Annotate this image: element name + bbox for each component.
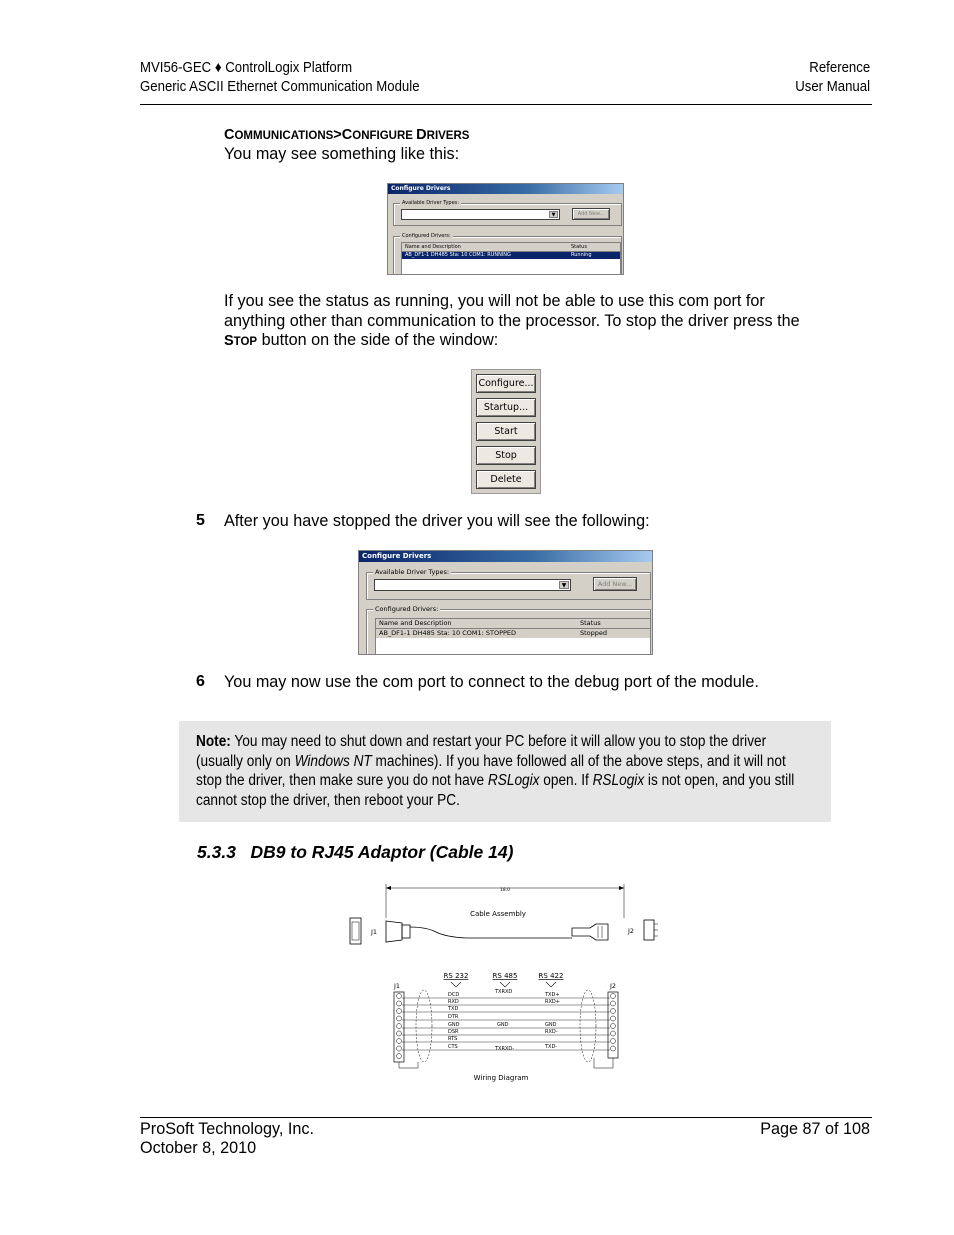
col-status-header: Status [571, 244, 587, 250]
header-product: MVI56-GEC ♦ ControlLogix Platform [140, 59, 353, 76]
db9-pin [397, 1009, 402, 1014]
col-status-header: Status [580, 619, 601, 627]
step-5-text: After you have stopped the driver you will see the following: [224, 512, 650, 530]
configure-drivers-dialog-stopped [358, 550, 653, 655]
wiring-diagram-label: Wiring Diagram [473, 1074, 529, 1082]
db9-pin [397, 1001, 402, 1006]
rj45-pin [611, 994, 616, 999]
db9-pin [397, 1024, 402, 1029]
col-name-header: Name and Description [405, 244, 461, 250]
signal-label: RXD [448, 999, 459, 1005]
chevron-down-icon[interactable]: ▼ [549, 211, 558, 218]
txrxd-plus-label: TXRXD [495, 989, 513, 995]
wiring-diagram [388, 968, 628, 1084]
step-5-number: 5 [196, 512, 205, 529]
section-number: 5.3.3 [197, 842, 236, 862]
rs485-label: RS 485 [492, 972, 518, 980]
add-new-button[interactable]: Add New... [593, 577, 637, 591]
stop-button[interactable]: Stop [476, 446, 536, 465]
db9-pin [397, 1046, 402, 1051]
signal-label: DTR [448, 1014, 459, 1020]
configured-label: Configured Drivers: [402, 233, 451, 239]
step-6-number: 6 [196, 673, 205, 690]
driver-type-combo[interactable] [374, 579, 571, 591]
header-rule [140, 104, 872, 105]
rs232-label: RS 232 [443, 972, 469, 980]
txd-minus-label: TXD- [545, 1044, 558, 1050]
dialog-title: Configure Drivers [388, 184, 623, 194]
step-6-text: You may now use the com port to connect to the debug port of the module. [224, 673, 759, 691]
available-driver-types-group [393, 200, 622, 226]
driver-status: Running [571, 252, 592, 258]
signal-label: DCD [448, 992, 460, 998]
header-module-name: Generic ASCII Ethernet Communication Module [140, 78, 420, 95]
db9-pin [397, 1031, 402, 1036]
startup-button[interactable]: Startup... [476, 398, 536, 417]
footer-date: October 8, 2010 [140, 1139, 257, 1157]
menu-path: COMMUNICATIONS>CONFIGURE DRIVERS [224, 127, 470, 143]
header-doc-type: Reference [809, 59, 870, 76]
configure-drivers-dialog-running [387, 183, 624, 275]
driver-name: AB_DF1-1 DH485 Sta: 10 COM1: STOPPED [379, 629, 517, 637]
available-label: Available Driver Types: [402, 200, 459, 206]
configure-button[interactable]: Configure... [476, 374, 536, 393]
driver-button-panel [471, 369, 541, 494]
driver-type-combo[interactable] [401, 209, 560, 220]
delete-button[interactable]: Delete [476, 470, 536, 489]
signal-label: CTS [448, 1044, 458, 1050]
start-button[interactable]: Start [476, 422, 536, 441]
wiring-j1-label: J1 [394, 982, 401, 990]
wiring-j2-label: J2 [610, 982, 617, 990]
cable-assembly-diagram [346, 880, 664, 952]
footer-rule [140, 1117, 872, 1118]
db9-pin [397, 994, 402, 999]
rj45-pin [611, 1024, 616, 1029]
rxd-minus-label: RXD- [545, 1029, 558, 1035]
cable-assembly-label: Cable Assembly [470, 910, 526, 918]
note-box [179, 721, 831, 822]
table-row[interactable] [402, 252, 620, 259]
configured-drivers-group [366, 605, 651, 655]
available-driver-types-group [366, 568, 651, 600]
configured-drivers-group [393, 233, 622, 275]
signal-label: RTS [448, 1036, 458, 1042]
db9-pin [397, 1016, 402, 1021]
driver-name: AB_DF1-1 DH485 Sta: 10 COM1: RUNNING [405, 252, 511, 258]
note-text: Note: You may need to shut down and restart your PC before it will allow you to stop the driver (usually only on Windows NT machines). If you have followed all of the above steps, and it will not stop the driver, then make sure you do not have RSLogix open. If RSLogix is not open, and you still cannot stop the driver, then reboot your PC. [196, 733, 795, 809]
running-paragraph: If you see the status as running, you will not be able to use this com port for anything other than communication to the processor. To stop the driver press the STOP button on the side of the window: [224, 292, 800, 349]
rj45-pin [611, 1001, 616, 1006]
db9-pin [397, 1054, 402, 1059]
dialog-title: Configure Drivers [359, 551, 652, 562]
configured-drivers-list[interactable] [401, 242, 621, 275]
header-manual: User Manual [795, 78, 870, 95]
available-label: Available Driver Types: [375, 568, 450, 576]
j1-label: J1 [371, 928, 378, 936]
section-title: DB9 to RJ45 Adaptor (Cable 14) [250, 842, 514, 862]
list-header [402, 243, 620, 252]
rs422-label: RS 422 [538, 972, 564, 980]
footer-company: ProSoft Technology, Inc. [140, 1120, 314, 1138]
intro-text: You may see something like this: [224, 145, 460, 163]
j2-label: J2 [628, 927, 635, 935]
signal-label: GND [448, 1022, 460, 1028]
signal-label: TXD [448, 1006, 459, 1012]
section-heading [197, 842, 513, 863]
gnd-485-label: GND [497, 1022, 509, 1028]
txrxd-minus-label: TXRXD- [495, 1046, 515, 1052]
txd-plus-label: TXD+ [545, 992, 560, 998]
gnd-422-label: GND [545, 1022, 557, 1028]
rxd-plus-label: RXD+ [545, 999, 560, 1005]
driver-status: Stopped [580, 629, 608, 637]
col-name-header: Name and Description [379, 619, 452, 627]
configured-label: Configured Drivers: [375, 605, 439, 613]
configured-drivers-list[interactable] [375, 618, 651, 655]
list-header [376, 619, 650, 629]
footer-page-number: Page 87 of 108 [760, 1120, 870, 1138]
rj45-pin [611, 1039, 616, 1044]
table-row[interactable] [376, 629, 650, 638]
chevron-down-icon[interactable]: ▼ [559, 581, 569, 589]
rj45-pin [611, 1016, 616, 1021]
rj45-pin [611, 1009, 616, 1014]
rj45-pin [611, 1046, 616, 1051]
add-new-button[interactable]: Add New... [572, 208, 610, 220]
signal-label: DSR [448, 1029, 459, 1035]
db9-pin [397, 1039, 402, 1044]
length-label: 18.0 [499, 888, 511, 893]
rj45-pin [611, 1031, 616, 1036]
